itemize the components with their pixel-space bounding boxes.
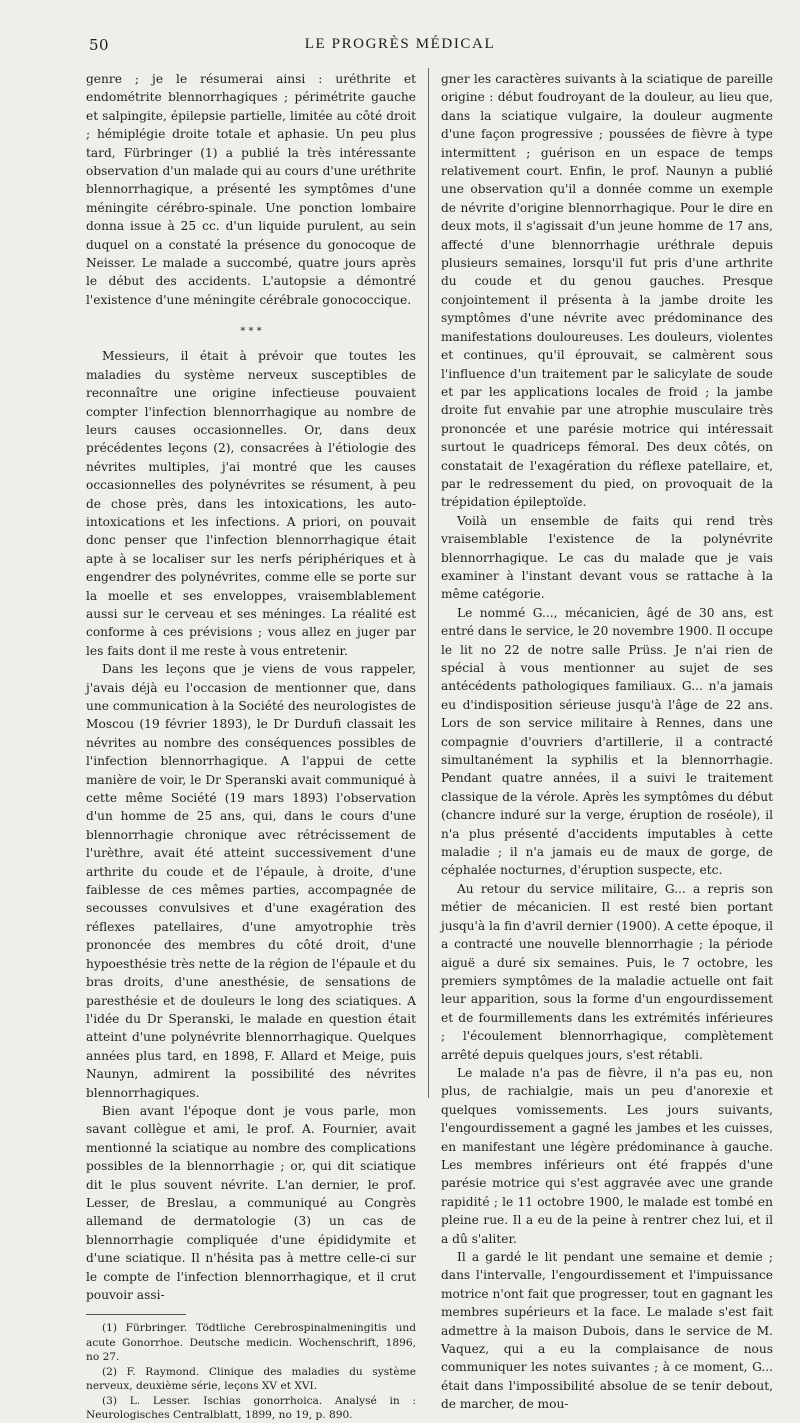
column-divider (428, 68, 429, 1098)
paragraph: Il a gardé le lit pendant une semaine et demie ; dans l'intervalle, l'engourdissement et l'impuissance motrice n'ont fait que progresser, tout en gagnant les membres supérieurs et la face. Le malade s'est fait admettre à la maison Dubois, dans le service de M. Vaquez, qui a eu la complaisance de nous communiquer les notes suivantes ; à ce moment, G... était dans l'impossibilité absolue de se tenir debout, de marcher, de mou- (441, 1250, 773, 1412)
footnote: (3) L. Lesser. Ischias gonorrhoica. Analysé in : Neurologisches Centralblatt, 1899, no 19, p. 890. (86, 1394, 416, 1422)
right-column (441, 70, 773, 1414)
paragraph: Voilà un ensemble de faits qui rend très vraisemblable l'existence de la polynévrite blennorrhagique. Le cas du malade que je vais examiner à l'instant devant vous se rattache à la même catégorie. (441, 513, 773, 602)
footnotes (86, 1321, 416, 1423)
paragraph: gner les caractères suivants à la sciatique de pareille origine : début foudroyant de la douleur, au lieu que, dans la sciatique vulgaire, la douleur augmente d'une façon progressive ; poussées de fièvre à type intermittent ; guérison en un espace de temps relativement court. Enfin, le prof. Naunyn a publié une observation qu'il a donnée comme un exemple de névrite d'origine blennorrhagique. Pour le dire en deux mots, il s'agissait d'un jeune homme de 17 ans, affecté d'une blennorrhagie uréthrale depuis plusieurs semaines, lorsqu'il fut pris d'une arthrite du coude et du genou gauches. Presque conjointement il présenta à la jambe droite les symptômes d'une névrite avec prédominance des manifestations douloureuses. Les douleurs, violentes et continues, qu'il éprouvait, se calmèrent sous l'influence d'un traitement par le salicylate de soude et par les applications locales de froid ; la jambe droite fut envahie par une atrophie musculaire très prononcée et une parésie motrice qui intéressait surtout le quadriceps fémoral. Des deux côtés, on constatait de l'exagération du réflexe patellaire, et, par le redressement du pied, on provoquait de la trépidation épileptoïde. (441, 72, 773, 510)
footnote-rule (86, 1314, 186, 1315)
paragraph: Le nommé G..., mécanicien, âgé de 30 ans, est entré dans le service, le 20 novembre 1900. Il occupe le lit no 22 de notre salle Prüss. Je n'ai rien de spécial à vous mentionner au sujet de ses antécédents pathologiques familiaux. G... n'a jamais eu d'indisposition sérieuse jusqu'à l'âge de 22 ans. Lors de son service militaire à Rennes, dans une compagnie d'ouvriers d'artillerie, il a contracté simultanément la syphilis et la blennorrhagie. Pendant quatre années, il a suivi le traitement classique de la vérole. Après les symptômes du début (chancre induré sur la verge, éruption de roséole), il n'a plus présenté d'accidents imputables à cette maladie ; il n'a jamais eu de maux de gorge, de céphalée nocturnes, d'éruption suspecte, etc. (441, 605, 773, 878)
paragraph: Au retour du service militaire, G... a repris son métier de mécanicien. Il est resté bien portant jusqu'à la fin d'avril dernier (1900). A cette époque, il a contracté une nouvelle blennorrhagie ; la période aiguë a duré six semaines. Puis, le 7 octobre, les premiers symptômes de la maladie actuelle ont fait leur apparition, sous la forme d'un engourdissement et de fourmillements dans les extrémités inférieures ; l'écoulement blennorrhagique, complètement arrêté depuis quelques jours, s'est rétabli. (441, 881, 773, 1062)
paragraph: Messieurs, il était à prévoir que toutes les maladies du système nerveux susceptibles de reconnaître une origine infectieuse pouvaient compter l'infection blennorrhagique au nombre de leurs causes occasionnelles. Or, dans deux précédentes leçons (2), consacrées à l'étiologie des névrites multiples, j'ai montré que les causes occasionnelles des polynévrites se résument, à peu de chose près, dans les intoxications, les auto-intoxications et les infections. A priori, on pouvait donc penser que l'infection blennorrhagique était apte à se localiser sur les nerfs périphériques et à engendrer des polynévrites, comme elle se porte sur la moelle et ses enveloppes, vraisemblablement aussi sur le cerveau et ses méninges. La réalité est conforme à ces prévisions ; vous allez en juger par les faits dont il me reste à vous entretenir. (86, 349, 416, 658)
running-title: LE PROGRÈS MÉDICAL (304, 36, 496, 52)
paragraph: Bien avant l'époque dont je vous parle, mon savant collègue et ami, le prof. A. Fournier, avait mentionné la sciatique au nombre des complications possibles de la blennorrhagie ; or, qui dit sciatique dit le plus souvent névrite. L'an dernier, le prof. Lesser, de Breslau, a communiqué au Congrès allemand de dermatologie (3) un cas de blennorrhagie compliquée d'une épididymite et d'une sciatique. Il n'hésita pas à mettre celle-ci sur le compte de l'infection blennorrhagique, et il crut pouvoir assi- (86, 1103, 416, 1302)
paragraph: Le malade n'a pas de fièvre, il n'a pas eu, non plus, de rachialgie, mais un peu d'anorexie et quelques vomissements. Les jours suivants, l'engourdissement a gagné les jambes et les cuisses, en manifestant une légère prédominance à gauche. Les membres inférieurs ont été frappés d'une parésie motrice qui s'est aggravée avec une grande rapidité ; le 11 octobre 1900, le malade est tombé en pleine rue. Il a eu de la peine à rentrer chez lui, et il a dû s'aliter. (441, 1065, 773, 1246)
page-number: 50 (89, 36, 110, 54)
footnote: (1) Fürbringer. Tödtliche Cerebrospinalmeningitis und acute Gonorrhoe. Deutsche medicin. Wochenschrift, 1896, no 27. (86, 1322, 416, 1364)
paragraph: genre ; je le résumerai ainsi : uréthrite et endométrite blennorrhagiques ; périmétrite gauche et salpingite, épilepsie partielle, limitée au côté droit ; hémiplégie droite totale et aphasie. Un peu plus tard, Fürbringer (1) a publié la très intéressante observation d'un malade qui au cours d'une uréthrite blennorrhagique, a présenté les symptômes d'une méningite cérébro-spinale. Une ponction lombaire donna issue à 25 cc. d'un liquide purulent, au sein duquel on a constaté la présence du gonocoque de Neisser. Le malade a succombé, quatre jours après le début des accidents. L'autopsie a démontré l'existence d'une méningite cérébrale gonococcique. (86, 72, 416, 307)
paragraph: Dans les leçons que je viens de vous rappeler, j'avais déjà eu l'occasion de mentionner que, dans une communication à la Société des neurologistes de Moscou (19 février 1893), le Dr Durdufi classait les névrites au nombre des conséquences possibles de l'infection blennorrhagique. A l'appui de cette manière de voir, le Dr Speranski avait communiqué à cette même Société (19 mars 1893) l'observation d'un homme de 25 ans, qui, dans le cours d'une blennorrhagie chronique avec rétrécissement de l'urèthre, avait été atteint successivement d'une arthrite du coude et de l'épaule, à droite, d'une faiblesse de ces mêmes parties, accompagnée de secousses convulsives et d'une exagération des réflexes patellaires, d'une amyotrophie très prononcée des membres du côté droit, d'une hypoesthésie très nette de la région de l'épaule et du bras droits, d'une anesthésie, de sensations de paresthésie et de douleurs le long des sciatiques. A l'idée du Dr Speranski, le malade en question était atteint d'une polynévrite blennorrhagique. Quelques années plus tard, en 1898, F. Allard et Meige, puis Naunyn, admirent la possibilité des névrites blennorrhagiques. (86, 662, 416, 1100)
left-column (86, 70, 416, 1423)
section-stars: * * * (240, 326, 262, 338)
footnote: (2) F. Raymond. Clinique des maladies du système nerveux, deuxième série, leçons XV et XVI. (86, 1365, 416, 1393)
